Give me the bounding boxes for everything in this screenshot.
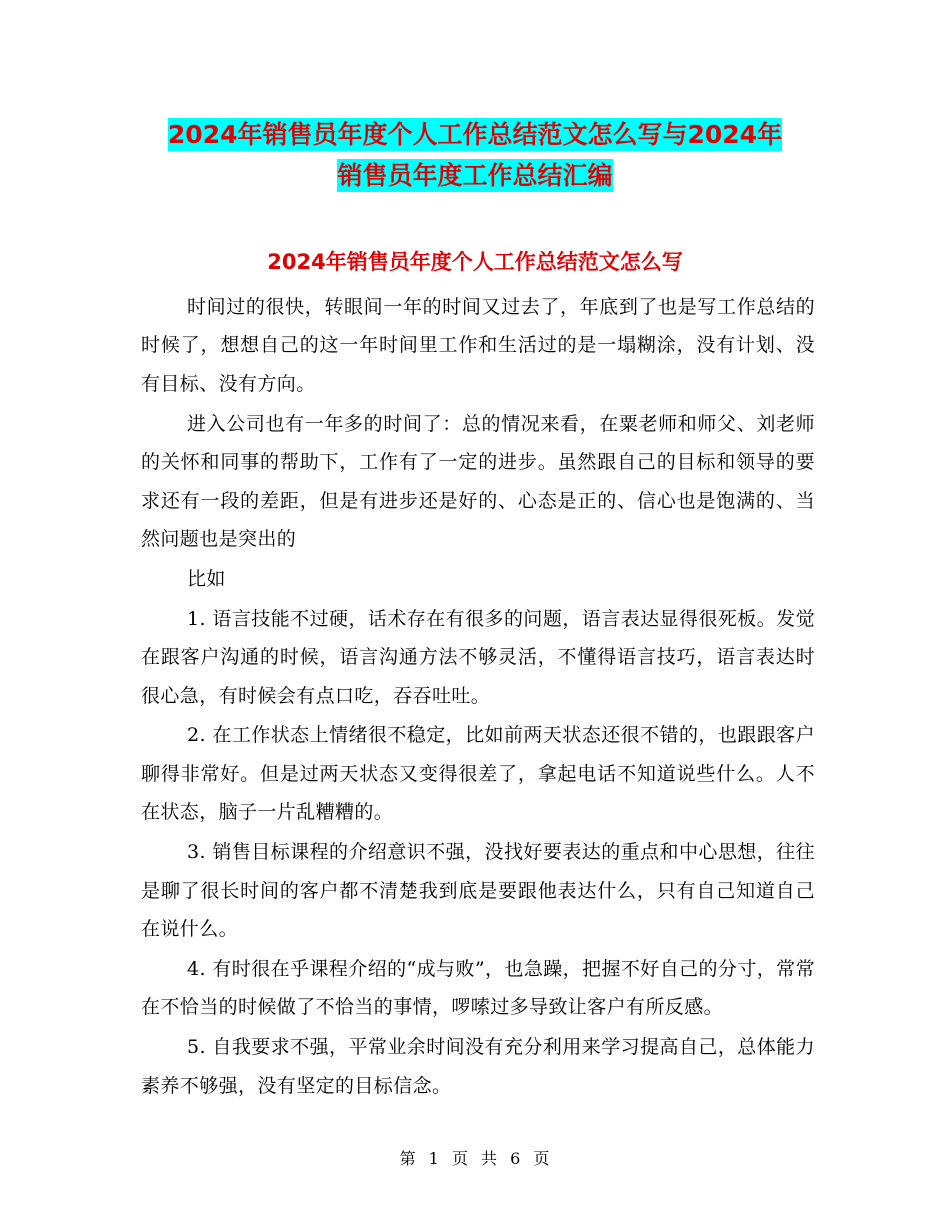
main-title-line-1 — [140, 111, 810, 158]
section-title: 2024年销售员年度个人工作总结范文怎么写 — [267, 250, 683, 274]
main-title-line-1-text: 2024年销售员年度个人工作总结范文怎么写与2024年 — [167, 120, 783, 149]
list-item-5: 5. 自我要求不强，平常业余时间没有充分利用来学习提高自己，总体能力素养不够强，没有坚定的目标信念。 — [141, 1036, 815, 1097]
page-footer: 第 1 页 共 6 页 — [399, 1149, 551, 1168]
list-item-4: 4. 有时很在乎课程介绍的“成与败”，也急躁，把握不好自己的分寸，常常在不恰当的时候做了不恰当的事情，啰嗦过多导致让客户有所反感。 — [141, 957, 815, 1019]
list-item-2: 2. 在工作状态上情绪很不稳定，比如前两天状态还很不错的，也跟跟客户聊得非常好。但是过两天状态又变得很差了，拿起电话不知道说些什么。人不在状态，脑子一片乱糟糟的。 — [141, 724, 815, 824]
list-item-3: 3. 销售目标课程的介绍意识不强，没找好要表达的重点和中心思想，往往是聊了很长时间的客户都不清楚我到底是要跟他表达什么，只有自己知道自己在说什么。 — [141, 841, 815, 940]
body-text — [141, 288, 815, 1107]
paragraph-intro: 时间过的很快，转眼间一年的时间又过去了，年底到了也是写工作总结的时候了，想想自己的这一年时间里工作和生活过的是一塌糊涂，没有计划、没有目标、没有方向。 — [141, 296, 815, 395]
main-title-line-2-text: 销售员年度工作总结汇编 — [337, 161, 613, 190]
list-item-1: 1. 语言技能不过硬，话术存在有很多的问题，语言表达显得很死板。发觉在跟客户沟通的时候，语言沟通方法不够灵活，不懂得语言技巧，语言表达时很心急，有时候会有点口吃，吞吞吐吐。 — [141, 607, 815, 707]
paragraph-for-example: 比如 — [187, 567, 226, 590]
paragraph-overview: 进入公司也有一年多的时间了：总的情况来看，在粟老师和师父、刘老师的关怀和同事的帮助下，工作有了一定的进步。虽然跟自己的目标和领导的要求还有一段的差距，但是有进步还是好的、心态是正的、信心也是饱满的、当然问题也是突出的 — [141, 412, 815, 550]
main-title-line-2 — [140, 152, 810, 199]
